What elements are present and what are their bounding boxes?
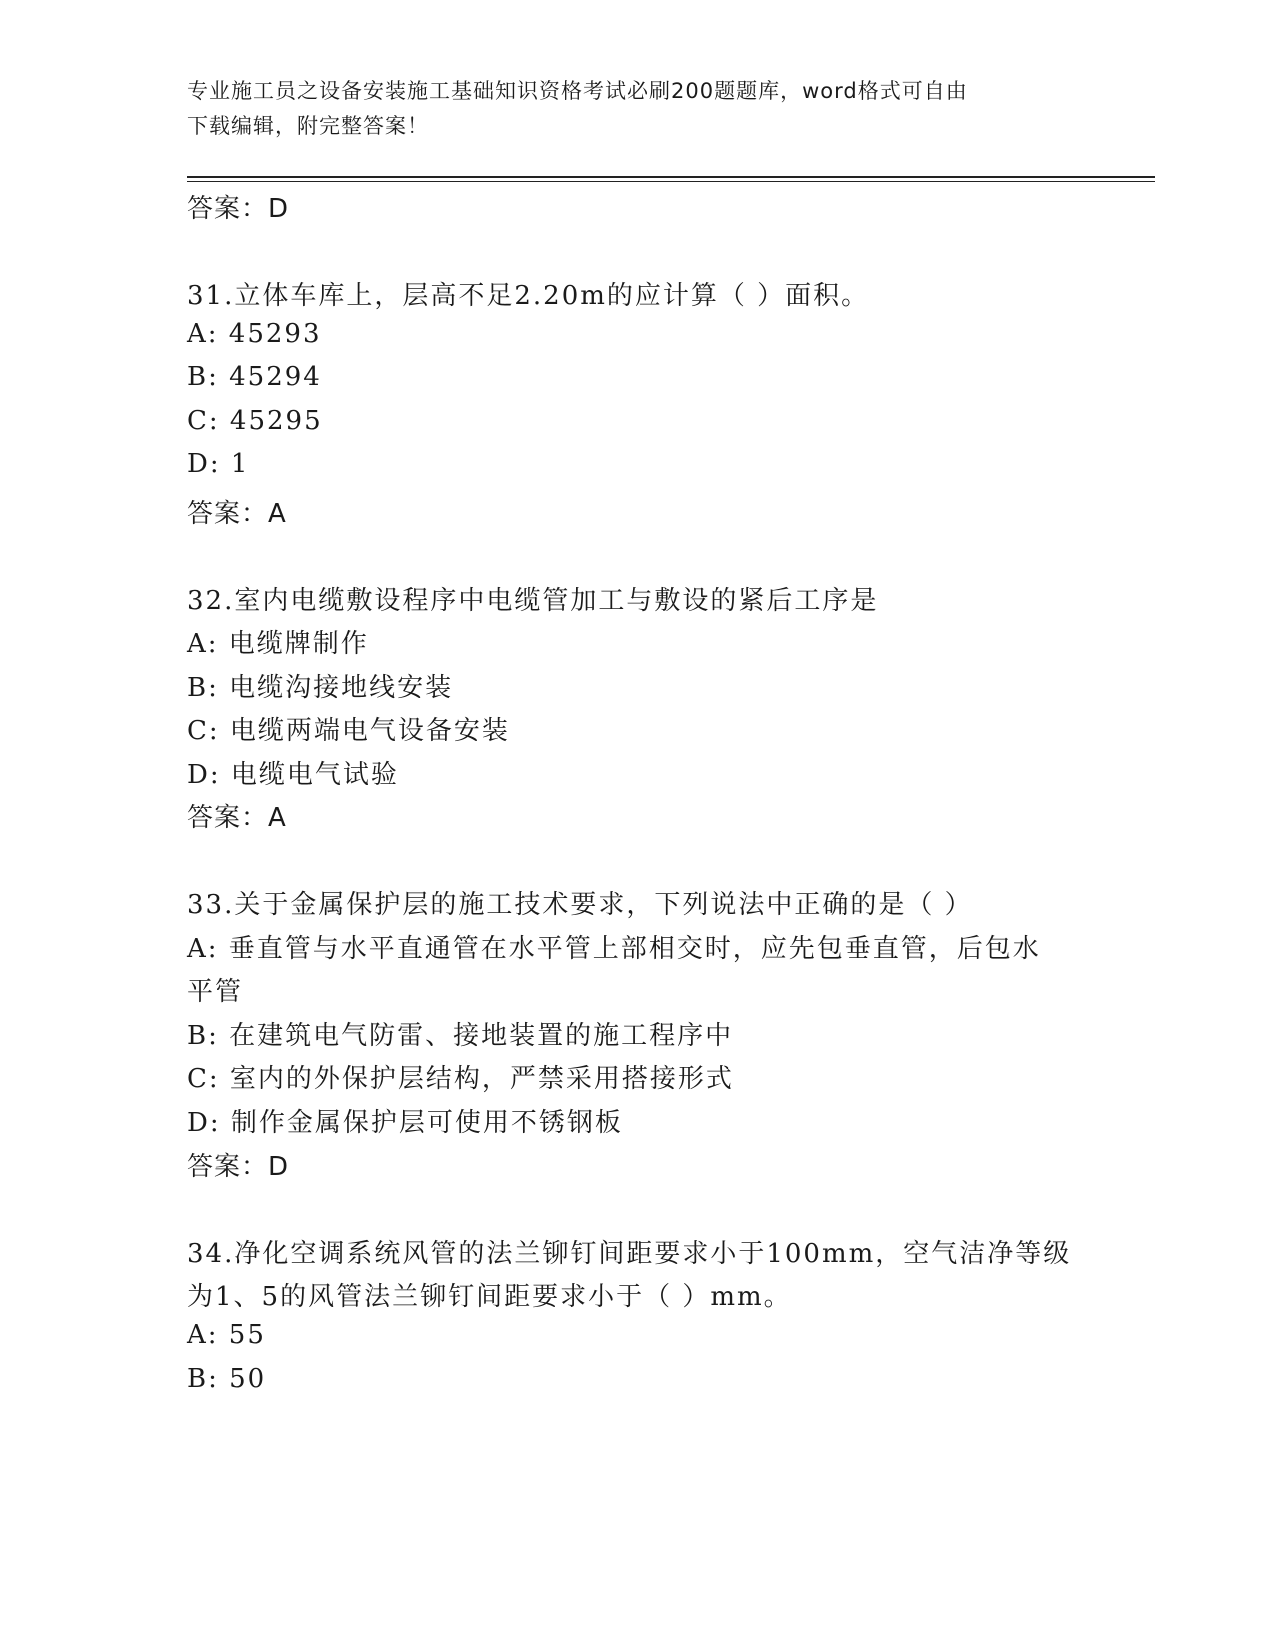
question-33-stem: 33.关于金属保护层的施工技术要求，下列说法中正确的是（ ）	[187, 890, 973, 920]
question-33-option-a: A: 垂直管与水平直通管在水平管上部相交时，应先包垂直管，后包水	[187, 934, 1041, 964]
header-divider-thin	[187, 181, 1155, 182]
question-31-option-b: B: 45294	[187, 362, 322, 392]
question-32-stem: 32.室内电缆敷设程序中电缆管加工与敷设的紧后工序是	[187, 586, 879, 616]
header-line-1: 专业施工员之设备安装施工基础知识资格考试必刷200题题库，word格式可自由	[187, 79, 968, 103]
question-33-option-d: D: 制作金属保护层可使用不锈钢板	[187, 1108, 623, 1138]
question-32-option-d: D: 电缆电气试验	[187, 760, 399, 790]
question-32-option-b: B: 电缆沟接地线安装	[187, 673, 454, 703]
previous-answer: 答案：D	[187, 194, 290, 224]
header-divider-thick	[187, 176, 1155, 178]
question-31-option-a: A: 45293	[187, 319, 322, 349]
question-34-option-a: A: 55	[187, 1320, 266, 1350]
question-32-option-a: A: 电缆牌制作	[187, 629, 369, 659]
question-31-answer: 答案：A	[187, 499, 287, 529]
question-33-option-c: C: 室内的外保护层结构，严禁采用搭接形式	[187, 1064, 734, 1094]
header-line-2: 下载编辑，附完整答案！	[187, 114, 429, 138]
question-34-option-b: B: 50	[187, 1364, 267, 1394]
question-33-option-b: B: 在建筑电气防雷、接地装置的施工程序中	[187, 1021, 734, 1051]
question-33-answer: 答案：D	[187, 1152, 290, 1182]
question-34-stem: 34.净化空调系统风管的法兰铆钉间距要求小于100mm，空气洁净等级	[187, 1239, 1072, 1269]
question-32-option-c: C: 电缆两端电气设备安装	[187, 716, 510, 746]
question-33-option-a-continued: 平管	[187, 977, 244, 1007]
question-32-answer: 答案：A	[187, 803, 287, 833]
question-34-stem-continued: 为1、5的风管法兰铆钉间距要求小于（ ）mm。	[187, 1282, 792, 1312]
question-31-option-d: D: 1	[187, 449, 250, 479]
question-31-stem: 31.立体车库上，层高不足2.20m的应计算（ ）面积。	[187, 281, 870, 311]
document-header	[187, 74, 1087, 144]
question-31-option-c: C: 45295	[187, 406, 323, 436]
